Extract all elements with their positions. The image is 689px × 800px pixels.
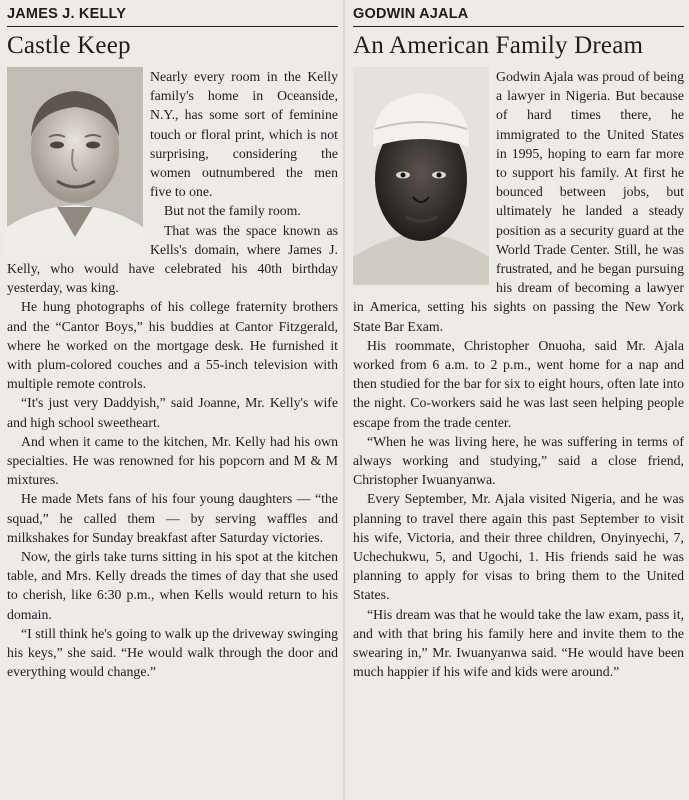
portrait-photo-kelly <box>7 67 143 255</box>
paragraph: And when it came to the kitchen, Mr. Kelly had his own specialties. He was renowned for his popcorn and M & M mixtures. <box>7 433 338 488</box>
headline: Castle Keep <box>7 32 131 59</box>
byline: JAMES J. KELLY <box>7 5 338 27</box>
headline: An American Family Dream <box>353 32 644 59</box>
column-divider <box>343 0 345 800</box>
paragraph: Godwin Ajala was proud of being a lawyer in Nigeria. But because of hard times there, he immigrated to the United States in 1995, hoping to earn far more to support his family. At first he bounced between jobs, but ultimately he landed a steady position as a security guard at the World Trade Center. Still, he was frustrated, and he began pursuing his dream of becoming a lawyer in America, setting his sights on passing the New York State Bar Exam. <box>353 69 684 334</box>
paragraph: His roommate, Christopher Onuoha, said Mr. Ajala worked from 6 a.m. to 2 p.m., went home for a nap and then studied for the bar for six to eight hours, often late into the night. Co-workers said he was last seen helping people escape from the trade center. <box>353 337 684 430</box>
obituary-column-ajala <box>346 0 689 800</box>
paragraph: Nearly every room in the Kelly family's home in Oceanside, N.Y., has some sort of feminine touch or floral print, which is not surprising, considering the women outnumbered the men five to one. <box>150 69 338 200</box>
article-body <box>353 67 684 682</box>
paragraph: “It's just very Daddyish,” said Joanne, Mr. Kelly's wife and high school sweetheart. <box>7 395 338 430</box>
obituary-column-kelly <box>0 0 343 800</box>
article-body <box>7 67 338 682</box>
paragraph: “I still think he's going to walk up the driveway swinging his keys,” she said. “He would walk through the door and everything would change.” <box>7 625 338 680</box>
paragraph: He made Mets fans of his four young daughters — “the squad,” he called them — by serving waffles and milkshakes for Sunday breakfast after Saturday victories. <box>7 491 338 545</box>
paragraph: “His dream was that he would take the law exam, pass it, and with that bring his family here and invite them to the swearing in,” Mr. Iwuanyanwa said. “He would have been much happier if his wife and kids were around.” <box>353 606 684 680</box>
portrait-photo-ajala <box>353 67 489 285</box>
paragraph: He hung photographs of his college fraternity brothers and the “Cantor Boys,” his buddies at Cantor Fitzgerald, where he worked on the mortgage desk. He furnished it with plum-colored couches and a 55-inch television with multiple remote controls. <box>7 299 338 392</box>
byline: GODWIN AJALA <box>353 5 684 27</box>
paragraph: But not the family room. <box>164 203 301 219</box>
paragraph: That was the space known as Kells's domain, where James J. Kelly, who would have celebrated his 40th birthday yesterday, was king. <box>7 222 338 296</box>
paragraph: “When he was living here, he was suffering in terms of always working and studying,” said a close friend, Christopher Iwuanyanwa. <box>353 433 684 488</box>
paragraph: Now, the girls take turns sitting in his spot at the kitchen table, and Mrs. Kelly dreads the times of day that she used to cherish, like 6:30 p.m., when Kells would return to his domain. <box>7 549 338 622</box>
paragraph: Every September, Mr. Ajala visited Nigeria, and he was planning to travel there again this past September to visit his wife, Victoria, and their three children, Onyinyechi, 7, Uchechukwu, 5, and Ugochi, 1. His friends said he was planning to apply for visas to bring them to the United States. <box>353 491 684 603</box>
